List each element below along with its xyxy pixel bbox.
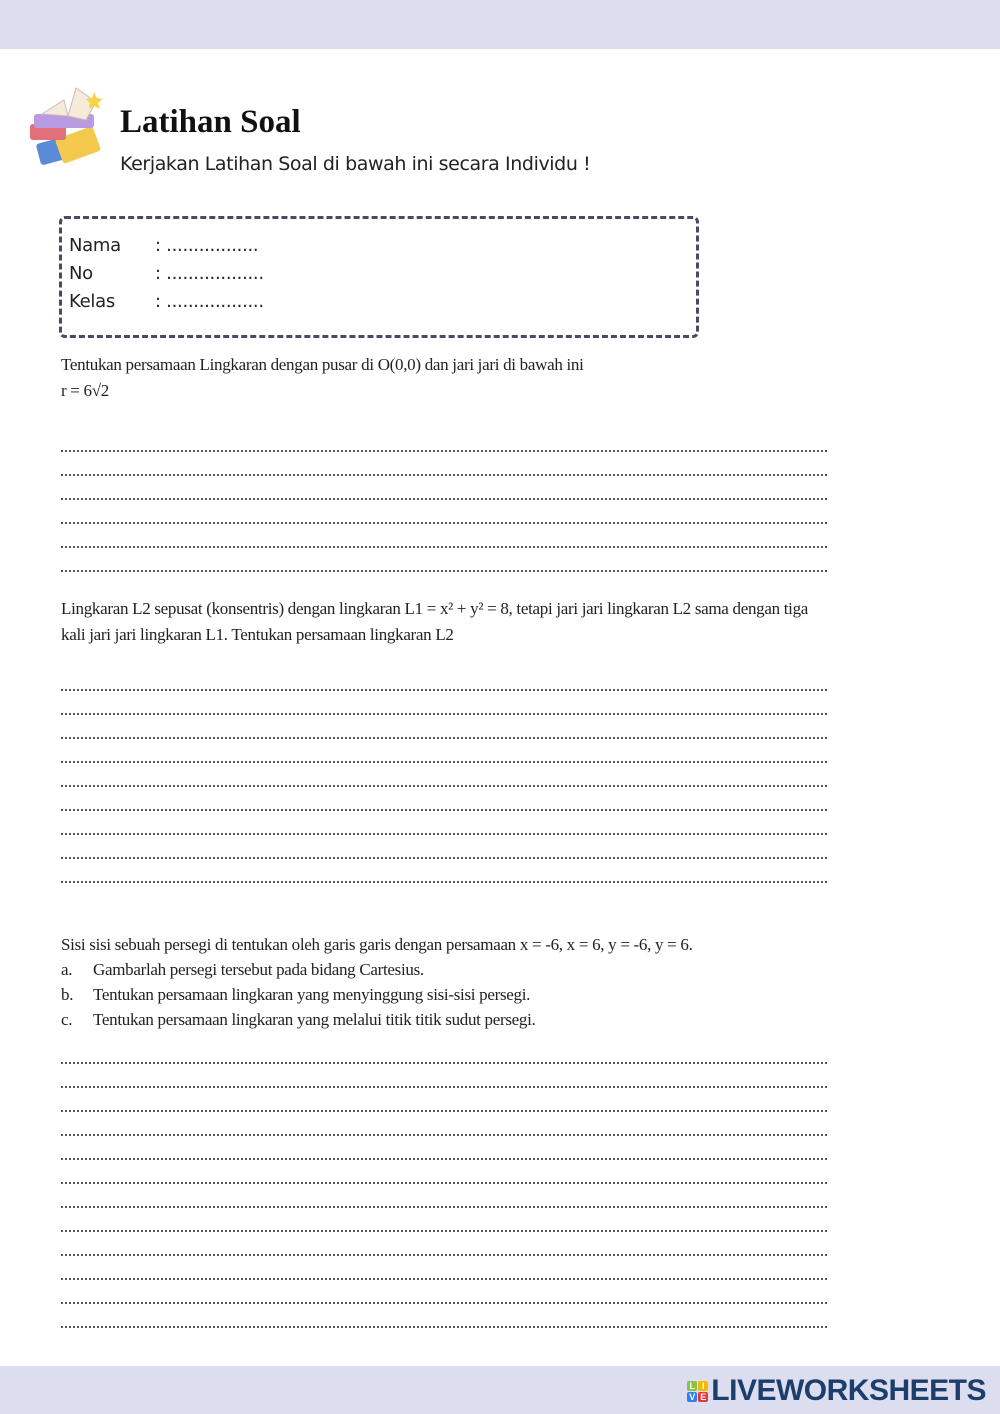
answer-line[interactable] bbox=[61, 476, 827, 500]
question-2 bbox=[61, 596, 821, 648]
answer-line[interactable] bbox=[61, 715, 827, 739]
answer-line[interactable] bbox=[61, 1112, 827, 1136]
answer-line[interactable] bbox=[61, 1280, 827, 1304]
answer-line[interactable] bbox=[61, 835, 827, 859]
answer-line[interactable] bbox=[61, 763, 827, 787]
answer-area-1[interactable] bbox=[61, 428, 827, 572]
question-text: Lingkaran L2 sepusat (konsentris) dengan lingkaran L1 = x² + y² = 8, tetapi jari jari lingkaran L2 sama dengan tiga kali jari jari lingkaran L1. Tentukan persamaan lingkaran L2 bbox=[61, 599, 809, 644]
identity-label: Nama bbox=[69, 235, 121, 256]
identity-label: Kelas bbox=[69, 291, 115, 312]
answer-line[interactable] bbox=[61, 524, 827, 548]
liveworksheets-logo bbox=[687, 1374, 986, 1408]
identity-value[interactable]: : ................. bbox=[155, 235, 259, 256]
badge-letter: E bbox=[700, 1391, 707, 1402]
brand-name: LIVEWORKSHEETS bbox=[711, 1374, 986, 1407]
answer-line[interactable] bbox=[61, 1304, 827, 1328]
sub-question-a bbox=[61, 957, 841, 982]
sub-question-c bbox=[61, 1007, 841, 1032]
answer-line[interactable] bbox=[61, 452, 827, 476]
sub-text: Tentukan persamaan lingkaran yang menyinggung sisi-sisi persegi. bbox=[93, 985, 531, 1004]
answer-line[interactable] bbox=[61, 1232, 827, 1256]
page-title: Latihan Soal bbox=[120, 104, 301, 140]
identity-row-no bbox=[69, 263, 696, 291]
books-illustration-icon bbox=[24, 80, 110, 172]
sub-question-b bbox=[61, 982, 841, 1007]
sub-key: b. bbox=[61, 985, 74, 1004]
answer-line[interactable] bbox=[61, 1256, 827, 1280]
top-bar bbox=[0, 0, 1000, 49]
question-text: Sisi sisi sebuah persegi di tentukan oleh garis garis dengan persamaan x = -6, x = 6, y = -6, y = 6. bbox=[61, 935, 693, 954]
sub-text: Gambarlah persegi tersebut pada bidang Cartesius. bbox=[93, 960, 424, 979]
identity-value[interactable]: : .................. bbox=[155, 263, 264, 284]
question-1 bbox=[61, 352, 701, 404]
page-subtitle: Kerjakan Latihan Soal di bawah ini secara Individu ! bbox=[120, 153, 591, 175]
badge-letter: I bbox=[698, 1381, 708, 1391]
answer-line[interactable] bbox=[61, 1184, 827, 1208]
answer-line[interactable] bbox=[61, 548, 827, 572]
answer-line[interactable] bbox=[61, 1136, 827, 1160]
sub-key: c. bbox=[61, 1010, 73, 1029]
answer-line[interactable] bbox=[61, 1160, 827, 1184]
identity-row-kelas bbox=[69, 291, 696, 319]
badge-letter: V bbox=[689, 1391, 696, 1402]
answer-line[interactable] bbox=[61, 1208, 827, 1232]
identity-box bbox=[59, 216, 699, 338]
answer-line[interactable] bbox=[61, 859, 827, 883]
identity-label: No bbox=[69, 263, 93, 284]
answer-line[interactable] bbox=[61, 691, 827, 715]
answer-line[interactable] bbox=[61, 667, 827, 691]
answer-line[interactable] bbox=[61, 1040, 827, 1064]
answer-line[interactable] bbox=[61, 428, 827, 452]
answer-line[interactable] bbox=[61, 1088, 827, 1112]
answer-area-2[interactable] bbox=[61, 667, 827, 883]
answer-area-3[interactable] bbox=[61, 1040, 827, 1328]
question-text: Tentukan persamaan Lingkaran dengan pusar di O(0,0) dan jari jari di bawah ini bbox=[61, 355, 584, 374]
badge-letter: L bbox=[687, 1381, 697, 1391]
question-radius: r = 6√2 bbox=[61, 381, 109, 400]
question-3 bbox=[61, 932, 841, 1032]
answer-line[interactable] bbox=[61, 500, 827, 524]
identity-value[interactable]: : .................. bbox=[155, 291, 264, 312]
answer-line[interactable] bbox=[61, 1064, 827, 1088]
answer-line[interactable] bbox=[61, 739, 827, 763]
answer-line[interactable] bbox=[61, 787, 827, 811]
sub-text: Tentukan persamaan lingkaran yang melalui titik titik sudut persegi. bbox=[93, 1010, 536, 1029]
answer-line[interactable] bbox=[61, 811, 827, 835]
identity-row-nama bbox=[69, 235, 696, 263]
live-badge-icon bbox=[687, 1381, 708, 1402]
sub-key: a. bbox=[61, 960, 73, 979]
